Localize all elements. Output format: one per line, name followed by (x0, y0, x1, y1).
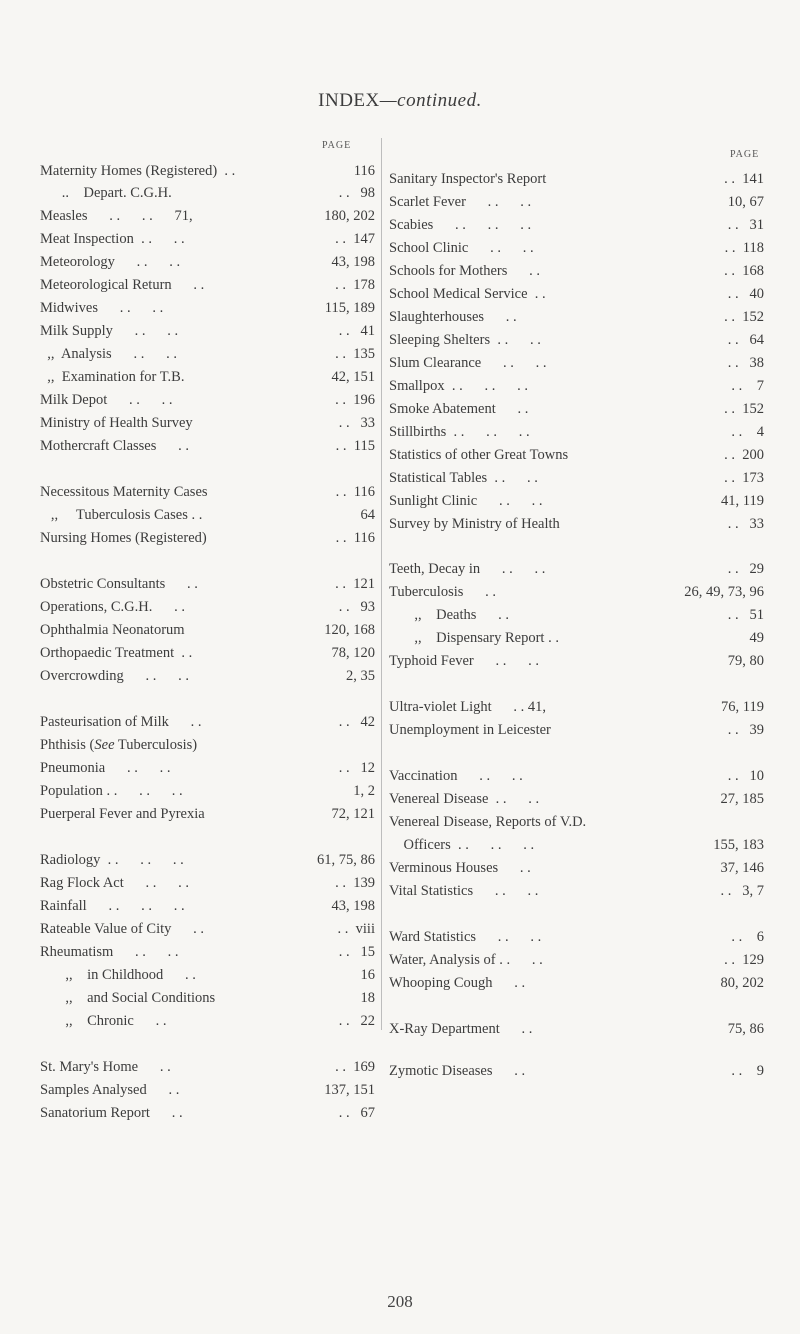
entry-pages: . . 147 (335, 231, 375, 247)
entry-label: Maternity Homes (Registered) . . (40, 163, 236, 179)
entry-pages: . . 31 (727, 217, 764, 233)
index-entry (389, 467, 764, 489)
index-entry (40, 987, 375, 1009)
entry-label: ,, Deaths . . (389, 607, 510, 623)
entry-label: Water, Analysis of . . . . (389, 952, 543, 968)
entry-label: Scabies . . . . . . (389, 217, 532, 233)
entry-label: Typhoid Fever . . . . (389, 653, 540, 669)
entry-label: Meteorological Return . . (40, 277, 205, 293)
entry-label: Mothercraft Classes . . (40, 438, 189, 454)
entry-label: Population . . . . . . (40, 783, 183, 799)
entry-pages: . . 10 (727, 768, 764, 784)
entry-pages: 76, 119 (721, 699, 764, 715)
index-entry (389, 214, 764, 236)
index-entry (389, 398, 764, 420)
entry-pages: . . 118 (724, 240, 764, 256)
index-entry (40, 274, 375, 296)
entry-pages: 37, 146 (720, 860, 764, 876)
entry-pages: . . 22 (338, 1013, 375, 1029)
entry-label: Pneumonia . . . . (40, 760, 171, 776)
index-entry (40, 734, 375, 756)
entry-pages: . . viii (337, 921, 375, 937)
entry-label: Slum Clearance . . . . (389, 355, 547, 371)
entry-label: Tuberculosis . . (389, 584, 497, 600)
entry-label: Operations, C.G.H. . . (40, 599, 185, 615)
page-column-label-right: PAGE (730, 149, 760, 160)
entry-label: Smallpox . . . . . . (389, 378, 528, 394)
index-entry (40, 182, 375, 204)
entry-label: Ophthalmia Neonatorum (40, 622, 185, 638)
index-entry (40, 619, 375, 641)
index-entry (389, 581, 764, 603)
right-index-column (389, 0, 764, 1334)
entry-label: School Medical Service . . (389, 286, 546, 302)
entry-pages: 16 (360, 967, 375, 983)
entry-pages: . . 3, 7 (720, 883, 764, 899)
entry-pages: . . 39 (727, 722, 764, 738)
entry-pages: . . 42 (338, 714, 375, 730)
entry-label: Whooping Cough . . (389, 975, 526, 991)
entry-pages: . . 200 (724, 447, 764, 463)
index-entry (389, 949, 764, 971)
index-entry (389, 926, 764, 948)
entry-label: Phthisis (See Tuberculosis) (40, 737, 198, 753)
left-index-column (40, 0, 375, 1334)
entry-label: X-Ray Department . . (389, 1021, 533, 1037)
index-entry (40, 803, 375, 825)
entry-label: Venereal Disease, Reports of V.D. (389, 814, 587, 830)
entry-pages: 61, 75, 86 (317, 852, 375, 868)
index-entry (40, 872, 375, 894)
index-entry (40, 160, 375, 182)
index-entry (389, 1060, 764, 1082)
entry-pages: . . 38 (727, 355, 764, 371)
entry-pages: . . 135 (335, 346, 375, 362)
entry-pages: 42, 151 (331, 369, 375, 385)
entry-label: Milk Depot . . . . (40, 392, 173, 408)
index-entry (40, 366, 375, 388)
entry-pages: 41, 119 (721, 493, 764, 509)
index-entry (40, 1010, 375, 1032)
entry-label: Meteorology . . . . (40, 254, 181, 270)
entry-label: Nursing Homes (Registered) (40, 530, 207, 546)
entry-label: Teeth, Decay in . . . . (389, 561, 546, 577)
index-entry (389, 421, 764, 443)
index-entry (389, 329, 764, 351)
entry-label: Schools for Mothers . . (389, 263, 541, 279)
entry-label: ,, in Childhood . . (40, 967, 196, 983)
index-entry (389, 352, 764, 374)
entry-pages: . . 51 (727, 607, 764, 623)
entry-label: School Clinic . . . . (389, 240, 534, 256)
entry-pages: 120, 168 (324, 622, 375, 638)
entry-pages: 10, 67 (727, 194, 764, 210)
index-entry (389, 306, 764, 328)
index-entry (40, 941, 375, 963)
entry-pages: . . 4 (731, 424, 764, 440)
entry-label: Obstetric Consultants . . (40, 576, 198, 592)
see-reference: See (94, 737, 115, 753)
index-entry (389, 696, 764, 718)
entry-pages: . . 40 (727, 286, 764, 302)
index-entry (40, 642, 375, 664)
entry-label: ,, Analysis . . . . (40, 346, 177, 362)
entry-pages: . . 152 (724, 401, 764, 417)
entry-pages: . . 67 (338, 1105, 375, 1121)
entry-pages: . . 152 (724, 309, 764, 325)
entry-label: Midwives . . . . (40, 300, 164, 316)
entry-pages: 43, 198 (331, 254, 375, 270)
entry-pages: . . 115 (335, 438, 375, 454)
entry-label: Overcrowding . . . . (40, 668, 190, 684)
index-entry (40, 343, 375, 365)
entry-pages: 180, 202 (324, 208, 375, 224)
index-entry (40, 1079, 375, 1101)
index-entry (40, 573, 375, 595)
entry-pages: . . 41 (338, 323, 375, 339)
index-entry (40, 780, 375, 802)
entry-label: Zymotic Diseases . . (389, 1063, 526, 1079)
entry-pages: 1, 2 (353, 783, 375, 799)
index-entry (389, 444, 764, 466)
index-entry (389, 191, 764, 213)
index-entry (40, 504, 375, 526)
entry-label: ,, Dispensary Report . . (389, 630, 559, 646)
index-entry (389, 972, 764, 994)
index-entry (389, 168, 764, 190)
entry-label: Sanitary Inspector's Report (389, 171, 547, 187)
title-continued: —continued. (379, 90, 482, 111)
index-entry (40, 412, 375, 434)
entry-pages: . . 116 (335, 530, 375, 546)
index-entry (389, 857, 764, 879)
index-entry (389, 650, 764, 672)
entry-label: Measles . . . . 71, (40, 208, 193, 224)
entry-pages: 80, 202 (720, 975, 764, 991)
entry-pages: . . 168 (724, 263, 764, 279)
index-entry (40, 527, 375, 549)
entry-label: Survey by Ministry of Health (389, 516, 560, 532)
entry-pages: . . 64 (727, 332, 764, 348)
index-entry (389, 719, 764, 741)
entry-pages: 26, 49, 73, 96 (684, 584, 764, 600)
index-entry (40, 849, 375, 871)
index-entry (389, 604, 764, 626)
entry-pages: . . 129 (724, 952, 764, 968)
index-entry (40, 320, 375, 342)
entry-label: Vital Statistics . . . . (389, 883, 539, 899)
entry-label: Orthopaedic Treatment . . (40, 645, 193, 661)
entry-pages: 18 (360, 990, 375, 1006)
index-entry (389, 513, 764, 535)
entry-pages: . . 173 (724, 470, 764, 486)
index-entry (389, 765, 764, 787)
entry-label: Scarlet Fever . . . . (389, 194, 532, 210)
entry-label: Samples Analysed . . (40, 1082, 180, 1098)
entry-pages: . . 93 (338, 599, 375, 615)
entry-label: ,, Tuberculosis Cases . . (40, 507, 203, 523)
entry-pages: . . 116 (335, 484, 375, 500)
entry-label: Sleeping Shelters . . . . (389, 332, 541, 348)
entry-pages: . . 33 (727, 516, 764, 532)
entry-pages: . . 15 (338, 944, 375, 960)
index-entry (40, 1056, 375, 1078)
entry-pages: 137, 151 (324, 1082, 375, 1098)
entry-label: Milk Supply . . . . (40, 323, 179, 339)
entry-pages: 78, 120 (331, 645, 375, 661)
index-entry (40, 228, 375, 250)
entry-pages: 75, 86 (727, 1021, 764, 1037)
entry-label: St. Mary's Home . . (40, 1059, 171, 1075)
index-entry (389, 283, 764, 305)
index-entry (40, 481, 375, 503)
index-entry (389, 811, 764, 833)
entry-pages: . . 141 (724, 171, 764, 187)
index-entry (389, 1018, 764, 1040)
entry-label: ,, Chronic . . (40, 1013, 167, 1029)
entry-pages: 43, 198 (331, 898, 375, 914)
entry-pages: 79, 80 (727, 653, 764, 669)
index-entry (389, 880, 764, 902)
entry-pages: . . 98 (338, 185, 375, 201)
entry-pages: . . 9 (731, 1063, 764, 1079)
index-entry (389, 260, 764, 282)
entry-label: Rheumatism . . . . (40, 944, 179, 960)
entry-label: Smoke Abatement . . (389, 401, 529, 417)
index-entry (40, 895, 375, 917)
entry-pages: . . 121 (335, 576, 375, 592)
index-entry (40, 297, 375, 319)
index-entry (389, 237, 764, 259)
entry-label: Statistical Tables . . . . (389, 470, 538, 486)
index-entry (389, 834, 764, 856)
entry-pages: 116 (353, 163, 375, 179)
index-entry (40, 918, 375, 940)
entry-pages: 2, 35 (346, 668, 375, 684)
index-entry (40, 711, 375, 733)
title-main: INDEX (318, 90, 380, 111)
index-entry (40, 1102, 375, 1124)
entry-label: ,, Examination for T.B. (40, 369, 185, 385)
entry-label: Radiology . . . . . . (40, 852, 184, 868)
entry-pages: . . 33 (338, 415, 375, 431)
entry-label: Venereal Disease . . . . (389, 791, 540, 807)
index-entry (40, 389, 375, 411)
entry-pages: . . 7 (731, 378, 764, 394)
index-entry (40, 251, 375, 273)
entry-label: Stillbirths . . . . . . (389, 424, 530, 440)
entry-pages: . . 29 (727, 561, 764, 577)
entry-label: Pasteurisation of Milk . . (40, 714, 202, 730)
entry-label: Rag Flock Act . . . . (40, 875, 190, 891)
entry-label: Officers . . . . . . (389, 837, 535, 853)
index-entry (389, 788, 764, 810)
index-entry (389, 490, 764, 512)
page-number: 208 (387, 1292, 413, 1311)
entry-label: ,, and Social Conditions (40, 990, 216, 1006)
page-column-label-left: PAGE (322, 140, 352, 151)
entry-pages: . . 6 (731, 929, 764, 945)
entry-label: Ministry of Health Survey (40, 415, 193, 431)
index-entry (389, 558, 764, 580)
entry-pages: 72, 121 (331, 806, 375, 822)
index-entry (389, 627, 764, 649)
entry-label: .. Depart. C.G.H. (40, 185, 172, 201)
column-divider (381, 138, 382, 1030)
entry-label: Ultra-violet Light . . 41, (389, 699, 547, 715)
entry-pages: 49 (749, 630, 764, 646)
index-entry (40, 757, 375, 779)
entry-pages: 27, 185 (720, 791, 764, 807)
entry-pages: . . 139 (335, 875, 375, 891)
entry-label: Sunlight Clinic . . . . (389, 493, 543, 509)
entry-pages: 115, 189 (324, 300, 375, 316)
entry-label: Meat Inspection . . . . (40, 231, 185, 247)
entry-label: Puerperal Fever and Pyrexia (40, 806, 205, 822)
index-entry (40, 435, 375, 457)
entry-pages: . . 169 (335, 1059, 375, 1075)
entry-label: Unemployment in Leicester (389, 722, 551, 738)
entry-label: Sanatorium Report . . (40, 1105, 183, 1121)
index-entry (389, 375, 764, 397)
entry-pages: 155, 183 (713, 837, 764, 853)
entry-label: Verminous Houses . . (389, 860, 531, 876)
index-entry (40, 205, 375, 227)
entry-label: Vaccination . . . . (389, 768, 523, 784)
entry-pages: . . 178 (335, 277, 375, 293)
entry-label: Rateable Value of City . . (40, 921, 205, 937)
entry-pages: 64 (360, 507, 375, 523)
index-entry (40, 964, 375, 986)
index-entry (40, 596, 375, 618)
entry-label: Statistics of other Great Towns (389, 447, 569, 463)
entry-label: Slaughterhouses . . (389, 309, 517, 325)
entry-pages: . . 196 (335, 392, 375, 408)
entry-label: Necessitous Maternity Cases (40, 484, 208, 500)
entry-label: Rainfall . . . . . . (40, 898, 185, 914)
entry-label: Ward Statistics . . . . (389, 929, 542, 945)
entry-pages: . . 12 (338, 760, 375, 776)
index-entry (40, 665, 375, 687)
